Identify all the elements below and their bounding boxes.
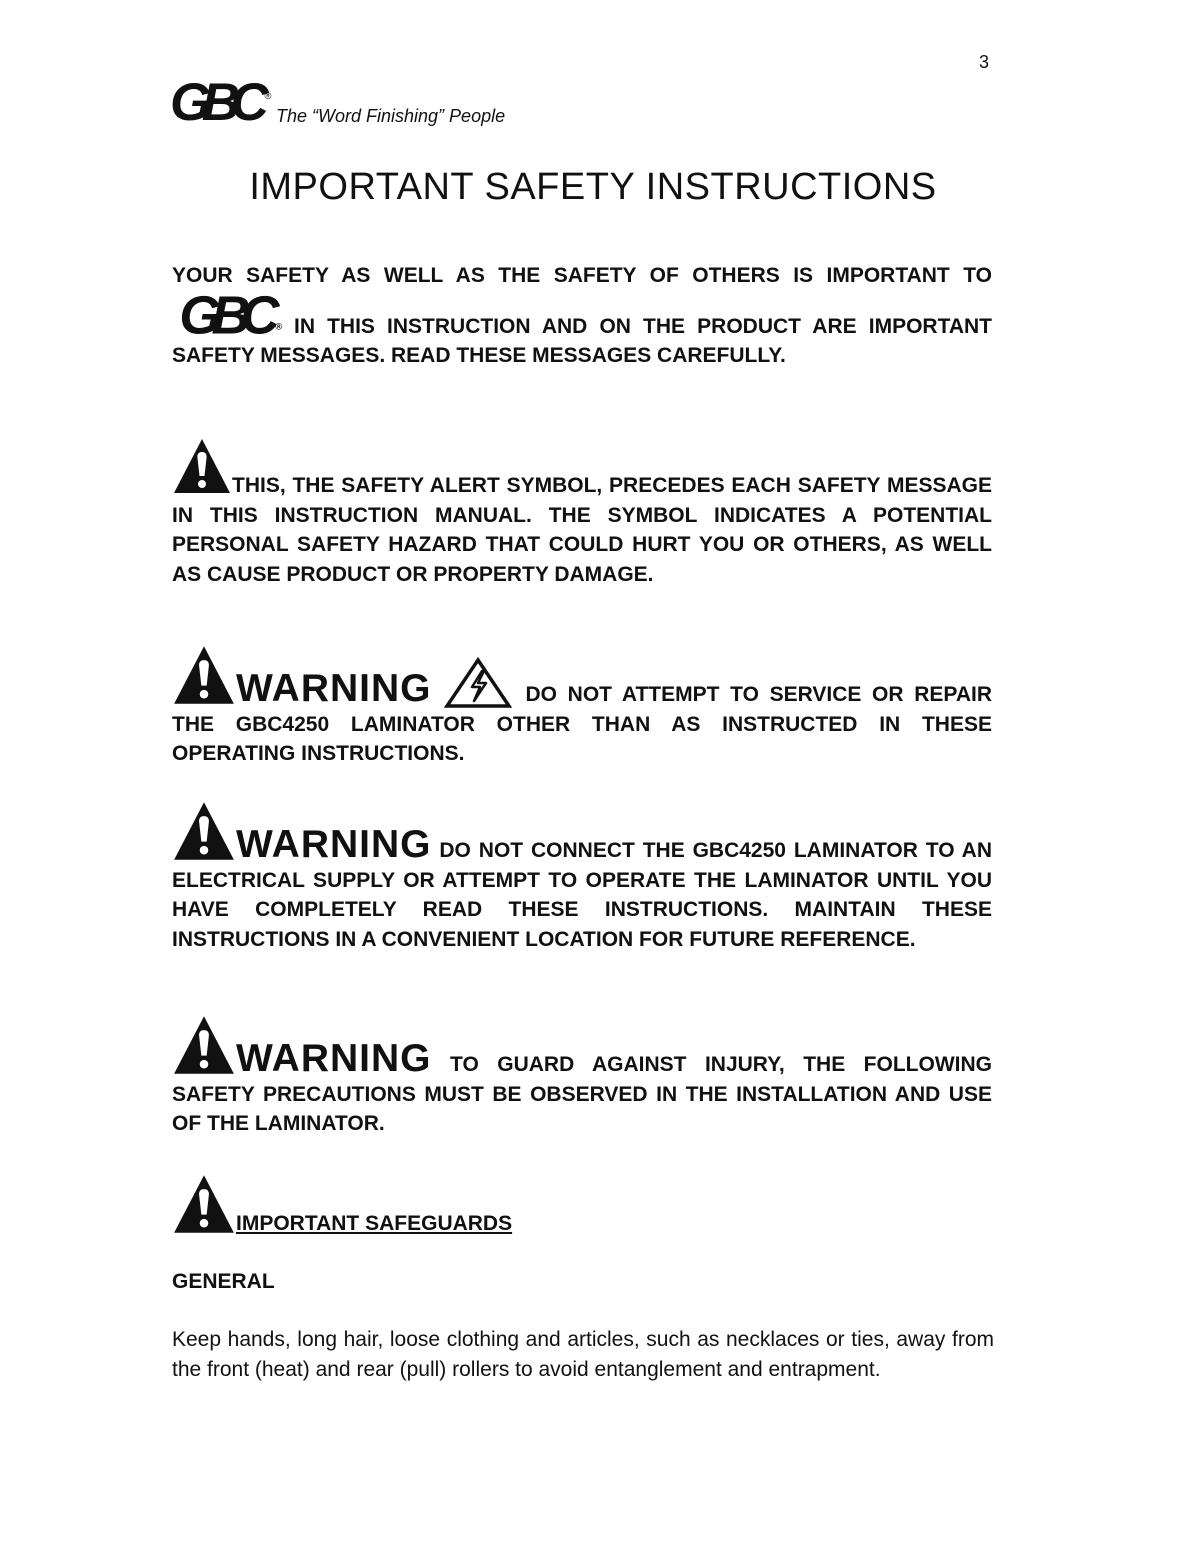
intro-paragraph	[172, 261, 992, 371]
warning-label: WARNING	[236, 1037, 432, 1080]
gbc-logo-icon	[170, 78, 274, 126]
safety-alert-icon	[172, 1172, 236, 1236]
safeguards-heading	[172, 1172, 512, 1236]
section-heading-general: GENERAL	[172, 1270, 275, 1293]
warning-text: DO NOT CONNECT THE GBC4250 LAMINATOR TO AN ELECTRICAL SUPPLY OR ATTEMPT TO OPERATE THE LAMINATOR UNTIL YOU HAVE COMPLETELY READ THESE INSTRUCTIONS. MAINTAIN THESE INSTRUCTIONS IN A CONVENIENT LOCATION FOR FUTURE REFERENCE.	[172, 839, 992, 951]
warning-block-3	[172, 1013, 992, 1139]
warning-label: WARNING	[236, 667, 432, 710]
warning-text: TO GUARD AGAINST INJURY, THE FOLLOWING SAFETY PRECAUTIONS MUST BE OBSERVED IN THE INSTALLATION AND USE OF THE LAMINATOR.	[172, 1053, 992, 1135]
page-title: IMPORTANT SAFETY INSTRUCTIONS	[249, 166, 937, 208]
safety-alert-icon	[172, 799, 236, 863]
tagline: The “Word Finishing” People	[276, 106, 506, 126]
safety-alert-icon	[172, 643, 236, 707]
general-body-text: Keep hands, long hair, loose clothing and articles, such as necklaces or ties, away from the front (heat) and rear (pull) rollers to avoid entanglement and entrapment.	[172, 1328, 994, 1381]
safety-alert-icon	[172, 1013, 236, 1077]
warning-text: DO NOT ATTEMPT TO SERVICE OR REPAIR THE GBC4250 LAMINATOR OTHER THAN AS INSTRUCTED IN THESE OPERATING INSTRUCTIONS.	[172, 683, 992, 765]
safety-alert-icon	[172, 436, 232, 496]
intro-text-start: YOUR SAFETY AS WELL AS THE SAFETY OF OTHERS IS IMPORTANT TO	[172, 264, 992, 287]
warning-label: WARNING	[236, 823, 432, 866]
intro-text-end: IN THIS INSTRUCTION AND ON THE PRODUCT ARE IMPORTANT SAFETY MESSAGES. READ THESE MESSAGES CAREFULLY.	[172, 314, 992, 367]
warning-block-2	[172, 799, 992, 954]
page-number: 3	[979, 52, 990, 72]
safeguards-heading-label: IMPORTANT SAFEGUARDS	[236, 1212, 513, 1235]
registered-mark: ®	[264, 91, 272, 103]
alert-symbol-paragraph	[172, 436, 992, 589]
electric-shock-icon	[444, 657, 512, 709]
warning-block-1	[172, 643, 992, 769]
gbc-logo-icon	[176, 291, 288, 339]
registered-mark: ®	[275, 320, 283, 332]
alert-symbol-text: THIS, THE SAFETY ALERT SYMBOL, PRECEDES EACH SAFETY MESSAGE IN THIS INSTRUCTION MANUAL. THE SYMBOL INDICATES A POTENTIAL PERSONAL SAFETY HAZARD THAT COULD HURT YOU OR OTHERS, AS WELL AS CAUSE PRODUCT OR PROPERTY DAMAGE.	[172, 474, 992, 586]
